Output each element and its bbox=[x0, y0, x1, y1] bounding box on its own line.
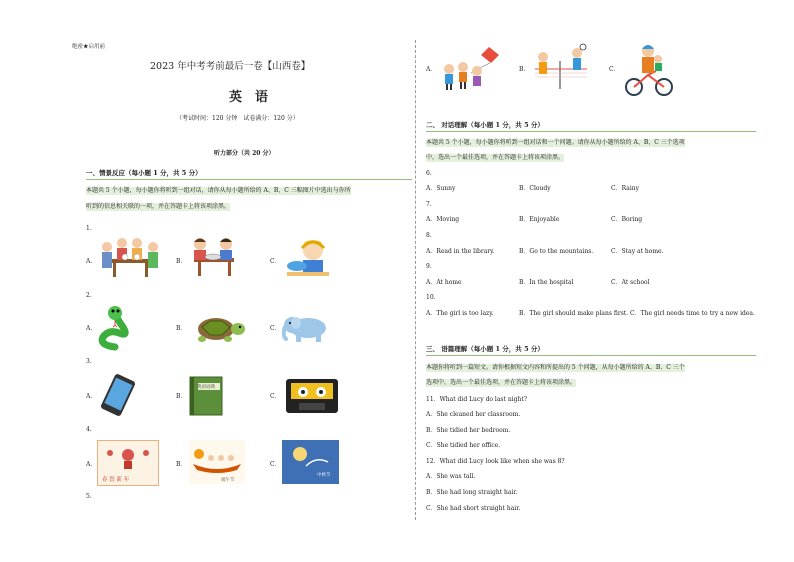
part3-instr-2: 选项中，选出一个最佳选项，并在答题卡上将该项涂黑。 bbox=[426, 379, 577, 386]
q10-option-bc: B．The girl should make plans first. C．The girl needs time to try a new idea. bbox=[519, 310, 755, 317]
q7-option-c: C．Boring bbox=[611, 216, 643, 223]
part2-instr-2: 中，选出一个最佳选项，并在答题卡上将该项涂黑。 bbox=[426, 154, 565, 161]
kids-playing-badminton-image bbox=[531, 43, 591, 91]
q9-option-a: A．At home bbox=[426, 279, 462, 286]
q1-letter-a: A． bbox=[86, 258, 97, 265]
q7-option-a: A．Moving bbox=[426, 216, 460, 223]
q9-option-c: C．At school bbox=[611, 279, 650, 286]
q4-letter-a: A． bbox=[86, 461, 97, 468]
q4-letter-c: C． bbox=[270, 461, 281, 468]
q12-question: 12．What did Lucy look like when she was 8? bbox=[426, 458, 565, 465]
q12-option-a: A．She was tall. bbox=[426, 473, 476, 480]
dragon-boat-card bbox=[189, 440, 245, 484]
part3-instr-1: 本题你将听到一篇短文。请你根据短文内容和所提出的 5 个问题，从每小题所给的 A、B、C 三个 bbox=[426, 364, 685, 371]
exam-title: 2023 年中考考前最后一卷【山西卷】 bbox=[150, 61, 311, 72]
q5-letter-c: C． bbox=[609, 66, 620, 73]
family-cycling-image bbox=[624, 41, 674, 97]
q6-option-b: B．Cloudy bbox=[519, 185, 551, 192]
part2-title: 二、 对话理解（每小题 1 分，共 5 分） bbox=[426, 121, 544, 129]
part2-instr-1: 本题共 5 个小题，每小题你将听到一组对话和一个问题。请你从每小题所给的 A、B、C 三个选项 bbox=[426, 139, 685, 146]
q2-letter-a: A． bbox=[86, 325, 97, 332]
q4-number: 4. bbox=[86, 426, 92, 433]
q12-option-b: B．She had long straight hair. bbox=[426, 489, 518, 496]
children-cooking-image bbox=[186, 236, 241, 278]
secret-label: 绝密★启用前 bbox=[72, 44, 106, 50]
part1-title-line bbox=[86, 179, 412, 180]
q1-letter-c: C． bbox=[270, 258, 281, 265]
cassette-tape-image bbox=[285, 378, 339, 414]
smartphone-image bbox=[97, 374, 139, 416]
q3-letter-a: A． bbox=[86, 393, 97, 400]
part3-title: 三、 语篇理解（每小题 1 分，共 5 分） bbox=[426, 345, 544, 353]
q12-option-c: C．She had short straight hair. bbox=[426, 505, 521, 512]
kids-flying-kite-image bbox=[437, 43, 505, 93]
exam-info: （考试时间：120 分钟 试卷满分：120 分） bbox=[176, 115, 299, 122]
spring-festival-card bbox=[97, 440, 159, 486]
q4-letter-b: B． bbox=[176, 461, 187, 468]
spring-festival-text: 春 賀 新 年 bbox=[102, 477, 130, 483]
q8-option-c: C．Stay at home. bbox=[611, 248, 664, 255]
q5-number: 5. bbox=[86, 493, 92, 500]
mid-autumn-text: 中秋节 bbox=[317, 473, 331, 478]
part3-title-line bbox=[426, 355, 756, 356]
dragon-boat-text: 端午节 bbox=[221, 478, 235, 483]
elephant-image bbox=[282, 313, 334, 343]
listening-heading: 听力部分（共 20 分） bbox=[214, 150, 275, 157]
q10-option-a: A．The girl is too lazy. bbox=[426, 310, 494, 317]
q6-number: 6. bbox=[426, 170, 432, 177]
q11-option-c: C．She tidied her office. bbox=[426, 442, 501, 449]
q5-letter-a: A． bbox=[426, 66, 437, 73]
turtle-image bbox=[188, 313, 246, 343]
q7-option-b: B．Enjoyable bbox=[519, 216, 560, 223]
mid-autumn-card bbox=[282, 440, 339, 484]
subject-title: 英 语 bbox=[229, 90, 269, 105]
q11-option-b: B．She tidied her bedroom. bbox=[426, 427, 511, 434]
part1-instr-1: 本题共 5 个小题，每小题你将听到一组对话，请你从每小题所给的 A、B、C 三幅图片中选出与你所 bbox=[86, 187, 351, 194]
q8-option-b: B．Go to the mountains. bbox=[519, 248, 594, 255]
part1-instr-2: 听到的信息相关联的一项，并在答题卡上将该项涂黑。 bbox=[86, 203, 231, 210]
q11-question: 11．What did Lucy do last night? bbox=[426, 396, 527, 403]
family-dinner-image bbox=[95, 237, 163, 279]
q7-number: 7. bbox=[426, 201, 432, 208]
q11-option-a: A．She cleaned her classroom. bbox=[426, 411, 521, 418]
dictionary-book-label: 英语词典 bbox=[197, 385, 215, 390]
q3-letter-b: B． bbox=[176, 393, 187, 400]
q10-number: 10. bbox=[426, 294, 436, 301]
q5-letter-b: B． bbox=[519, 66, 530, 73]
q2-number: 2. bbox=[86, 292, 92, 299]
q8-number: 8. bbox=[426, 232, 432, 239]
q8-option-a: A．Read in the library. bbox=[426, 248, 495, 255]
q9-number: 9. bbox=[426, 263, 432, 270]
part2-title-line bbox=[426, 131, 756, 132]
column-divider bbox=[415, 40, 416, 520]
q2-letter-c: C． bbox=[270, 325, 281, 332]
q6-option-c: C．Rainy bbox=[611, 185, 639, 192]
q9-option-b: B．In the hospital bbox=[519, 279, 574, 286]
dictionary-book-image bbox=[186, 375, 226, 417]
q1-number: 1. bbox=[86, 225, 92, 232]
q3-number: 3. bbox=[86, 358, 92, 365]
q6-option-a: A．Sunny bbox=[426, 185, 456, 192]
snake-image bbox=[95, 303, 135, 351]
q1-letter-b: B． bbox=[176, 258, 187, 265]
part1-title: 一、情景反应（每小题 1 分，共 5 分） bbox=[86, 169, 202, 177]
q3-letter-c: C． bbox=[270, 393, 281, 400]
q2-letter-b: B． bbox=[176, 325, 187, 332]
boy-eating-image bbox=[283, 236, 333, 278]
